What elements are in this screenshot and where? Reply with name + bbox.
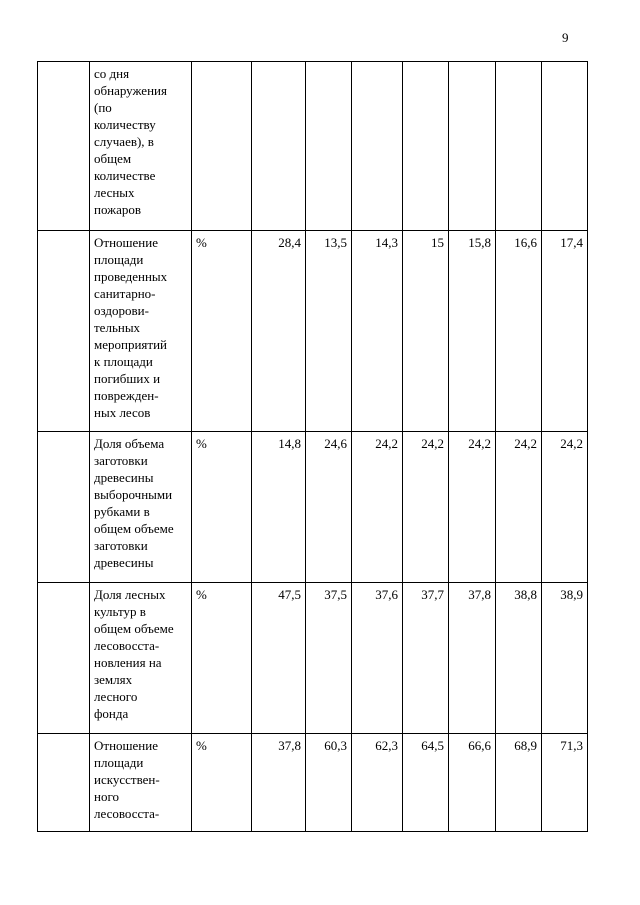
indicator-name-line: землях <box>94 672 133 687</box>
value-cell: 37,8 <box>449 583 496 734</box>
value-cell: 15,8 <box>449 231 496 432</box>
indicator-name-line: пожаров <box>94 202 142 217</box>
value-cell: 28,4 <box>252 231 306 432</box>
indicator-name-line: выборочными <box>94 487 173 502</box>
page-number: 9 <box>562 30 569 45</box>
value-cell: 14,8 <box>252 432 306 583</box>
value-cell <box>542 62 588 231</box>
table-row <box>38 62 588 231</box>
indicator-name-line: Доля объема <box>94 436 165 451</box>
value-cell: 68,9 <box>496 734 542 832</box>
value-cell: 24,2 <box>352 432 403 583</box>
indicator-name-line: площади <box>94 755 144 770</box>
indicator-name-line: мероприятий <box>94 337 167 352</box>
indicator-name-line: ного <box>94 789 119 804</box>
indicator-name-line: лесных <box>94 185 135 200</box>
indicator-name-line: древесины <box>94 470 154 485</box>
row-number-cell <box>38 62 90 231</box>
value-cell: 60,3 <box>306 734 352 832</box>
value-cell <box>496 62 542 231</box>
value-cell <box>352 62 403 231</box>
value-cell <box>252 62 306 231</box>
table-body <box>38 62 588 832</box>
value-cell: 47,5 <box>252 583 306 734</box>
indicator-name-line: общем объеме <box>94 521 174 536</box>
indicator-name-line: заготовки <box>94 453 148 468</box>
table-row <box>38 583 588 734</box>
indicator-name-line: культур в <box>94 604 146 619</box>
value-cell: 38,8 <box>496 583 542 734</box>
value-cell: 62,3 <box>352 734 403 832</box>
indicator-name-line: поврежден- <box>94 388 159 403</box>
row-number-cell <box>38 583 90 734</box>
indicator-name-cell <box>90 62 192 231</box>
indicator-name-line: ных лесов <box>94 405 151 420</box>
value-cell: 24,6 <box>306 432 352 583</box>
value-cell: 16,6 <box>496 231 542 432</box>
value-cell: 13,5 <box>306 231 352 432</box>
value-cell: 66,6 <box>449 734 496 832</box>
indicator-name-line: Отношение <box>94 738 158 753</box>
value-cell <box>403 62 449 231</box>
indicator-name-cell <box>90 231 192 432</box>
row-number-cell <box>38 432 90 583</box>
value-cell: 15 <box>403 231 449 432</box>
indicator-name-line: со дня <box>94 66 130 81</box>
indicator-name-line: площади <box>94 252 144 267</box>
table-row <box>38 734 588 832</box>
indicator-name-line: (по <box>94 100 112 115</box>
unit-cell: % <box>192 231 252 432</box>
value-cell: 37,7 <box>403 583 449 734</box>
indicator-name-line: оздорови- <box>94 303 149 318</box>
indicator-name-line: Отношение <box>94 235 158 250</box>
value-cell: 24,2 <box>449 432 496 583</box>
value-cell <box>449 62 496 231</box>
indicator-name-line: древесины <box>94 555 154 570</box>
value-cell: 37,6 <box>352 583 403 734</box>
indicator-name-line: заготовки <box>94 538 148 553</box>
indicator-name-line: погибших и <box>94 371 161 386</box>
indicator-name-line: к площади <box>94 354 153 369</box>
indicator-name-line: искусствен- <box>94 772 160 787</box>
value-cell: 14,3 <box>352 231 403 432</box>
value-cell: 24,2 <box>496 432 542 583</box>
value-cell: 17,4 <box>542 231 588 432</box>
indicator-name-cell <box>90 432 192 583</box>
indicator-name-line: общем <box>94 151 132 166</box>
unit-cell <box>192 62 252 231</box>
unit-cell: % <box>192 583 252 734</box>
indicator-name-line: лесного <box>94 689 138 704</box>
indicator-name-line: санитарно- <box>94 286 156 301</box>
value-cell: 71,3 <box>542 734 588 832</box>
indicator-name-line: общем объеме <box>94 621 174 636</box>
table-row <box>38 231 588 432</box>
indicator-name-line: лесовосста- <box>94 638 160 653</box>
indicators-table <box>37 61 588 832</box>
indicator-name-cell <box>90 734 192 832</box>
value-cell: 64,5 <box>403 734 449 832</box>
indicator-name-line: фонда <box>94 706 129 721</box>
indicator-name-line: обнаружения <box>94 83 167 98</box>
indicator-name-line: тельных <box>94 320 141 335</box>
indicator-name-line: количестве <box>94 168 156 183</box>
value-cell: 24,2 <box>542 432 588 583</box>
row-number-cell <box>38 734 90 832</box>
indicator-name-line: рубками в <box>94 504 150 519</box>
unit-cell: % <box>192 734 252 832</box>
value-cell: 38,9 <box>542 583 588 734</box>
value-cell: 37,8 <box>252 734 306 832</box>
indicator-name-line: новления на <box>94 655 162 670</box>
indicator-name-line: лесовосста- <box>94 806 160 821</box>
indicator-name-line: проведенных <box>94 269 168 284</box>
table-row <box>38 432 588 583</box>
indicator-name-line: случаев), в <box>94 134 154 149</box>
value-cell <box>306 62 352 231</box>
unit-cell: % <box>192 432 252 583</box>
row-number-cell <box>38 231 90 432</box>
indicator-name-line: количеству <box>94 117 156 132</box>
value-cell: 37,5 <box>306 583 352 734</box>
indicator-name-cell <box>90 583 192 734</box>
value-cell: 24,2 <box>403 432 449 583</box>
indicator-name-line: Доля лесных <box>94 587 166 602</box>
